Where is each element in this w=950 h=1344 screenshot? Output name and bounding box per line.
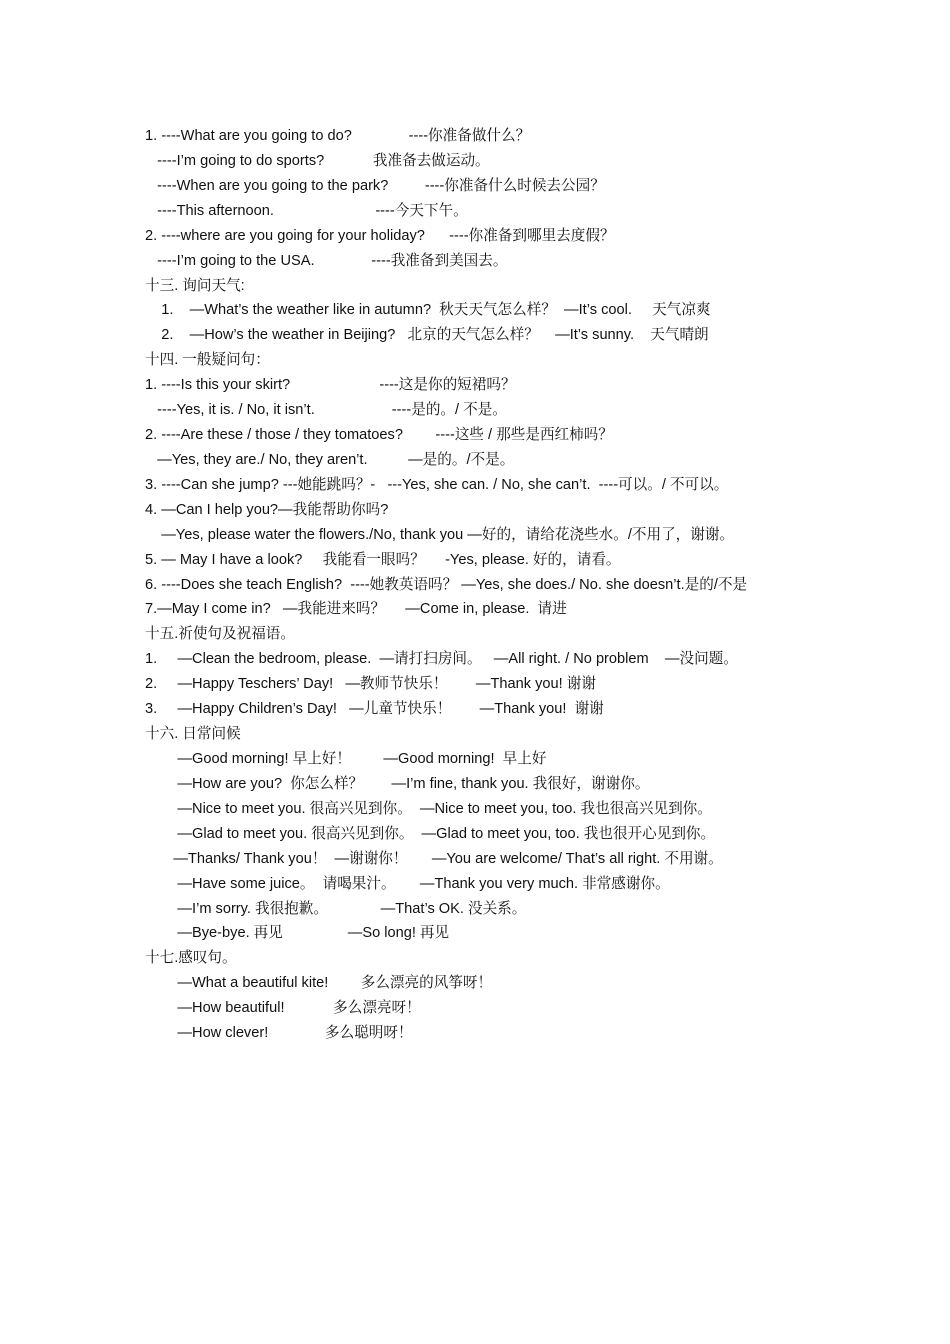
line-17: —Yes, please water the flowers./No, thank you —好的，请给花浇些水。/不用了，谢谢。 xyxy=(145,527,735,543)
line-27: —How are you? 你怎么样？ —I’m fine, thank you. 我很好，谢谢你。 xyxy=(145,776,650,792)
line-22: 1. —Clean the bedroom, please. —请打扫房间。 —All right. / No problem —没问题。 xyxy=(145,651,738,667)
line-20: 7.—May I come in? —我能进来吗？ —Come in, please. 请进 xyxy=(145,601,567,617)
line-24: 3. —Happy Children’s Day! —儿童节快乐！ —Thank you! 谢谢 xyxy=(145,701,604,717)
line-4: ----This afternoon. ----今天下午。 xyxy=(145,203,468,219)
line-23: 2. —Happy Teschers’ Day! —教师节快乐！ —Thank you! 谢谢 xyxy=(145,676,596,692)
line-32: —I’m sorry. 我很抱歉。 —That’s OK. 没关系。 xyxy=(145,901,527,917)
line-13: 2. ----Are these / those / they tomatoes? ----这些 / 那些是西红柿吗？ xyxy=(145,427,613,443)
line-5: 2. ----where are you going for your holiday? ----你准备到哪里去度假？ xyxy=(145,228,615,244)
line-12: ----Yes, it is. / No, it isn’t. ----是的。/ 不是。 xyxy=(145,402,507,418)
line-15: 3. ----Can she jump? ---她能跳吗？- ---Yes, she can. / No, she can’t. ----可以。/ 不可以。 xyxy=(145,477,729,493)
line-31: —Have some juice。 请喝果汁。 —Thank you very much. 非常感谢你。 xyxy=(145,876,670,892)
line-2: ----I’m going to do sports? 我准备去做运动。 xyxy=(145,153,490,169)
line-19: 6. ----Does she teach English? ----她教英语吗？ —Yes, she does./ No. she doesn’t.是的/不是 xyxy=(145,577,748,593)
line-9: 2. —How’s the weather in Beijing? 北京的天气怎么样？ —It’s sunny. 天气晴朗 xyxy=(145,327,709,343)
section-heading-13: 十三. 询问天气: xyxy=(145,278,245,294)
section-heading-17: 十七.感叹句。 xyxy=(145,950,237,966)
line-28: —Nice to meet you. 很高兴见到你。 —Nice to meet you, too. 我也很高兴见到你。 xyxy=(145,801,712,817)
line-33: —Bye-bye. 再见 —So long! 再见 xyxy=(145,925,450,941)
line-30: —Thanks/ Thank you！ —谢谢你！ —You are welcome/ That’s all right. 不用谢。 xyxy=(145,851,723,867)
line-6: ----I’m going to the USA. ----我准备到美国去。 xyxy=(145,253,508,269)
line-14: —Yes, they are./ No, they aren’t. —是的。/不是。 xyxy=(145,452,515,468)
line-18: 5. — May I have a look? 我能看一眼吗？ -Yes, please. 好的，请看。 xyxy=(145,552,621,568)
section-heading-16: 十六. 日常问候 xyxy=(145,726,241,742)
line-36: —How beautiful! 多么漂亮呀！ xyxy=(145,1000,421,1016)
line-37: —How clever! 多么聪明呀！ xyxy=(145,1025,413,1041)
line-35: —What a beautiful kite! 多么漂亮的风筝呀！ xyxy=(145,975,493,991)
section-heading-15: 十五.祈使句及祝福语。 xyxy=(145,626,295,642)
line-8: 1. —What’s the weather like in autumn? 秋天天气怎么样？ —It’s cool. 天气凉爽 xyxy=(145,302,711,318)
section-heading-14: 十四. 一般疑问句： xyxy=(145,352,270,368)
line-1: 1. ----What are you going to do? ----你准备做什么？ xyxy=(145,128,531,144)
line-16: 4. —Can I help you?—我能帮助你吗? xyxy=(145,502,389,518)
line-29: —Glad to meet you. 很高兴见到你。 —Glad to meet you, too. 我也很开心见到你。 xyxy=(145,826,716,842)
line-26: —Good morning! 早上好！ —Good morning! 早上好 xyxy=(145,751,547,767)
line-3: ----When are you going to the park? ----你准备什么时候去公园？ xyxy=(145,178,605,194)
line-11: 1. ----Is this your skirt? ----这是你的短裙吗？ xyxy=(145,377,516,393)
